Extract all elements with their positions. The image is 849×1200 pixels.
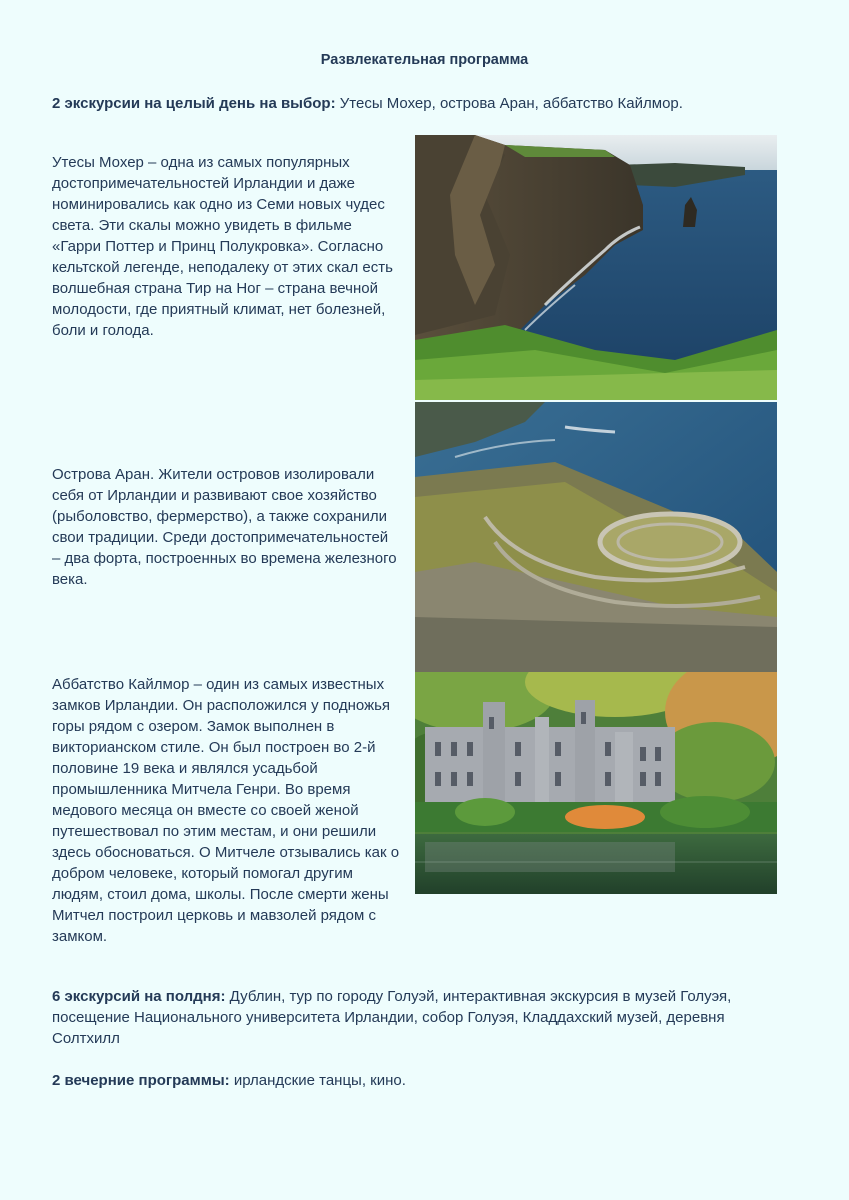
- intro-label: 2 экскурсии на целый день на выбор:: [52, 95, 336, 112]
- aran-islands-photo: [415, 402, 777, 672]
- afternoon-text: Дублин, тур по городу Голуэй, интерактивная экскурсия в музей Голуэя, посещение Национального университета Ирландии, собор Голуэя, Кладдахский музей, деревня Солтхилл: [52, 988, 732, 1047]
- afternoon-label: 6 экскурсий на полдня:: [52, 988, 226, 1005]
- intro-text: Утесы Мохер, острова Аран, аббатство Кайлмор.: [335, 95, 683, 112]
- afternoon-paragraph: [52, 986, 772, 1049]
- kylemore-paragraph: Аббатство Кайлмор – один из самых известных замков Ирландии. Он расположился у подножья горы рядом с озером. Замок выполнен в викторианском стиле. Он был построен во 2-й половине 19 века и являлся усадьбой промышленника Митчела Генри. Во время медового месяца он вместе со своей женой путешествовал по этим местам, и они решили здесь обосноваться. О Митчеле отзывались как о добром человеке, который помогал другим людям, стоил дома, школы. После смерти жены Митчел построил церковь и мавзолей рядом с замком.: [52, 676, 400, 945]
- cliffs-of-moher-photo: [415, 135, 777, 400]
- page-title: Развлекательная программа: [320, 52, 529, 68]
- evening-paragraph: [52, 1070, 772, 1091]
- aran-paragraph: Острова Аран. Жители островов изолировали себя от Ирландии и развивают свое хозяйство (рыболовство, фермерство), а также сохранили свои традиции. Среди достопримечательностей – два форта, построенных во времена железного века.: [52, 466, 397, 588]
- evening-text: ирландские танцы, кино.: [229, 1072, 406, 1089]
- evening-label: 2 вечерние программы:: [52, 1072, 230, 1089]
- moher-paragraph: Утесы Мохер – одна из самых популярных достопримечательностей Ирландии и даже номинировались как одно из Семи новых чудес света. Эти скалы можно увидеть в фильме «Гарри Поттер и Принц Полукровка». Согласно кельтской легенде, неподалеку от этих скал есть волшебная страна Тир на Ног – страна вечной молодости, где приятный климат, нет болезней, боли и голода.: [52, 154, 393, 339]
- intro-paragraph: [52, 93, 792, 114]
- kylemore-abbey-photo: [415, 672, 777, 894]
